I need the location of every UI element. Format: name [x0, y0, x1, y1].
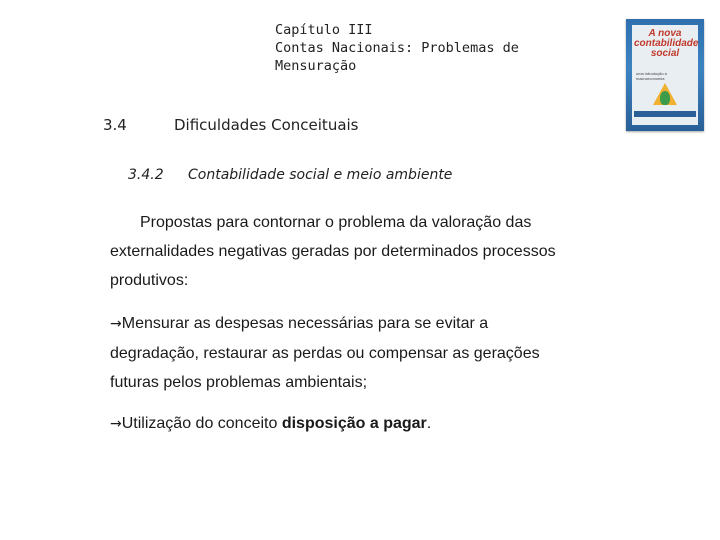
- chapter-header: [275, 21, 519, 75]
- cover-title-line2: contabilidade: [634, 38, 699, 49]
- cover-subtitle: uma introdução à macroeconomia: [636, 71, 667, 81]
- bullet2-emphasis: disposição a pagar: [281, 415, 427, 432]
- arrow-right-icon: →: [110, 316, 122, 332]
- intro-line3: produtivos:: [110, 272, 189, 289]
- cover-title: [634, 28, 699, 59]
- intro-line: [110, 208, 630, 237]
- bullet1-line2: degradação, restaurar as perdas ou compensar as gerações: [110, 345, 540, 362]
- chapter-subtitle-line2: Mensuração: [275, 58, 357, 74]
- arrow-right-icon: →: [110, 416, 122, 432]
- intro-line2: externalidades negativas geradas por determinados processos: [110, 243, 556, 260]
- cover-title-line3: social: [650, 48, 680, 59]
- bullet2-suffix: .: [426, 415, 432, 432]
- subsection-number: 3.4.2: [128, 167, 164, 183]
- section-title: Dificuldades Conceituais: [174, 116, 359, 134]
- intro-paragraph: [110, 208, 630, 295]
- cover-footer-band: [634, 111, 696, 117]
- cover-illustration-leaf: [660, 91, 670, 105]
- book-cover-image: [626, 19, 704, 131]
- bullet1-first-line: [110, 309, 630, 339]
- cover-title-line1: A nova: [648, 28, 682, 39]
- bullet1-line3: futuras pelos problemas ambientais;: [110, 374, 368, 391]
- chapter-title: Capítulo III: [275, 22, 373, 38]
- bullet-item-2: [110, 409, 630, 439]
- bullet2-line: [110, 409, 630, 439]
- intro-line1: Propostas para contornar o problema da valoração das: [140, 214, 532, 231]
- section-number: 3.4: [103, 116, 127, 134]
- chapter-subtitle-line1: Contas Nacionais: Problemas de: [275, 40, 519, 56]
- bullet2-prefix: Utilização do conceito: [121, 415, 282, 432]
- bullet1-line1: Mensurar as despesas necessárias para se evitar a: [121, 315, 489, 332]
- bullet-item-1: [110, 309, 630, 397]
- subsection-title: Contabilidade social e meio ambiente: [188, 167, 453, 183]
